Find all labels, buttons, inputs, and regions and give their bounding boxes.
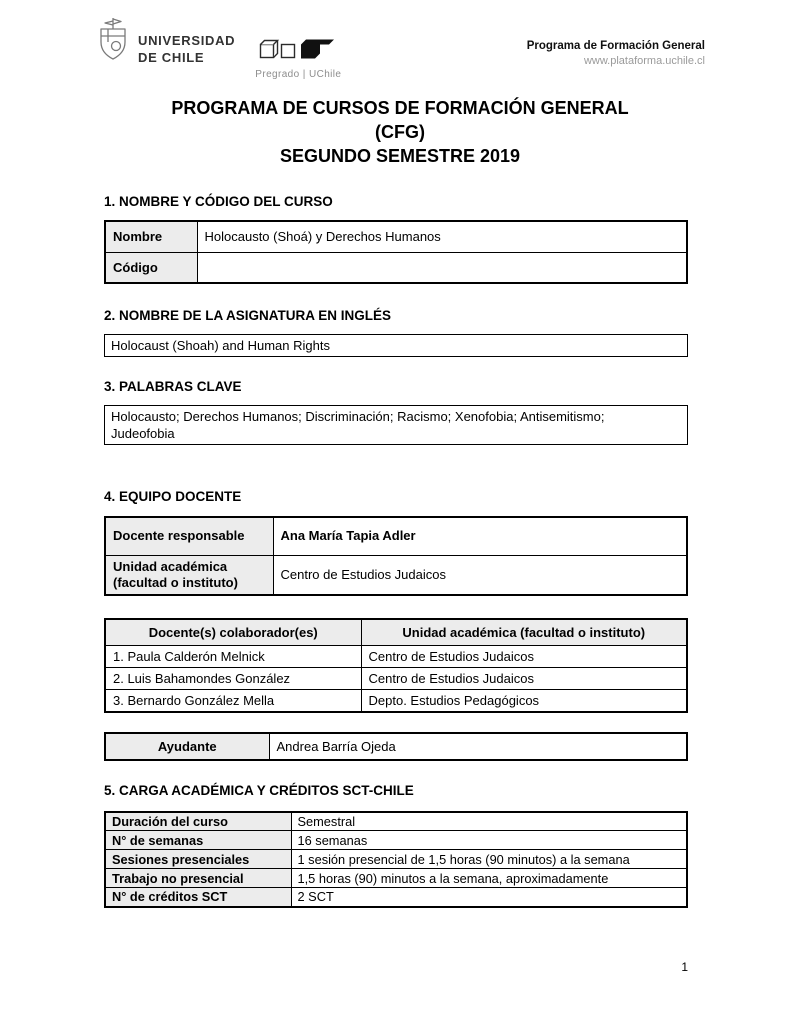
collaborator-unit-cell: Depto. Estudios Pedagógicos <box>361 690 687 712</box>
table-row <box>105 646 687 668</box>
row-label-cell: N° de semanas <box>105 831 291 850</box>
table-row <box>105 831 687 850</box>
table-row <box>105 668 687 690</box>
header-website: www.plataforma.uchile.cl <box>583 55 705 67</box>
section-1-heading: 1. NOMBRE Y CÓDIGO DEL CURSO <box>104 194 333 209</box>
table-row <box>105 221 687 252</box>
collaborator-name-cell: 2. Luis Bahamondes González <box>105 668 361 690</box>
row-value-cell: Ana María Tapia Adler <box>273 517 687 555</box>
row-value-cell: 2 SCT <box>291 888 687 907</box>
section-4-heading: 4. EQUIPO DOCENTE <box>104 489 242 504</box>
table-row <box>105 850 687 869</box>
collaborators-header-unit: Unidad académica (facultad o instituto) <box>361 619 687 646</box>
table-row <box>105 812 687 831</box>
row-label-cell: Duración del curso <box>105 812 291 831</box>
university-name-line2: DE CHILE <box>138 49 205 65</box>
row-label-cell: Unidad académica (facultad o instituto) <box>105 555 273 595</box>
section-2-heading: 2. NOMBRE DE LA ASIGNATURA EN INGLÉS <box>104 308 392 323</box>
keywords-text: Holocausto; Derechos Humanos; Discriminación; Racismo; Xenofobia; Antisemitismo; Judeofobia <box>111 409 605 441</box>
table-row <box>105 888 687 907</box>
keywords-box <box>104 405 688 445</box>
document-title-line2: (CFG) <box>375 122 425 142</box>
table-row <box>105 555 687 595</box>
collaborators-table <box>104 618 688 713</box>
row-value-cell: 1,5 horas (90) minutos a la semana, aproximadamente <box>291 869 687 888</box>
header <box>0 10 800 80</box>
collaborator-unit-cell: Centro de Estudios Judaicos <box>361 646 687 668</box>
collaborator-name-cell: 3. Bernardo González Mella <box>105 690 361 712</box>
assistant-table <box>104 732 688 761</box>
row-label-cell: N° de créditos SCT <box>105 888 291 907</box>
row-value-cell: Holocausto (Shoá) y Derechos Humanos <box>197 221 687 252</box>
row-label-cell: Código <box>105 252 197 283</box>
uchile-logo <box>95 16 235 69</box>
header-program-name: Programa de Formación General <box>526 40 705 52</box>
workload-table <box>104 811 688 908</box>
collaborators-header-row <box>105 619 687 646</box>
pregrado-label: Pregrado | UChile <box>255 69 342 80</box>
table-row <box>105 517 687 555</box>
row-label-cell: Trabajo no presencial <box>105 869 291 888</box>
university-name <box>138 33 235 67</box>
uchile-crest-icon <box>95 16 131 69</box>
collaborator-name-cell: 1. Paula Calderón Melnick <box>105 646 361 668</box>
table-row <box>105 252 687 283</box>
document-title-line3: SEGUNDO SEMESTRE 2019 <box>279 146 521 166</box>
university-name-line1: UNIVERSIDAD <box>138 32 236 48</box>
row-label-cell: Docente responsable <box>105 517 273 555</box>
course-name-table <box>104 220 688 284</box>
section-5-heading: 5. CARGA ACADÉMICA Y CRÉDITOS SCT-CHILE <box>104 782 414 798</box>
row-value-cell: Andrea Barría Ojeda <box>269 733 687 760</box>
row-value-cell: Centro de Estudios Judaicos <box>273 555 687 595</box>
english-name-box <box>104 334 688 357</box>
row-label-cell: Sesiones presenciales <box>105 850 291 869</box>
document-title-line1: PROGRAMA DE CURSOS DE FORMACIÓN GENERAL <box>171 98 629 118</box>
header-right <box>527 40 705 67</box>
document-title <box>0 96 800 168</box>
pregrado-logo <box>255 38 341 80</box>
row-value-cell <box>197 252 687 283</box>
table-row <box>105 733 687 760</box>
page-number: 1 <box>681 960 688 974</box>
pregrado-cubes-icon <box>259 38 337 65</box>
lead-teacher-table <box>104 516 688 596</box>
row-value-cell: 16 semanas <box>291 831 687 850</box>
row-label-cell: Nombre <box>105 221 197 252</box>
english-name-text: Holocaust (Shoah) and Human Rights <box>111 338 330 353</box>
section-3-heading: 3. PALABRAS CLAVE <box>104 379 242 394</box>
table-row <box>105 690 687 712</box>
row-label-cell: Ayudante <box>105 733 269 760</box>
document-content <box>0 194 800 908</box>
collaborators-header-name: Docente(s) colaborador(es) <box>105 619 361 646</box>
row-value-cell: 1 sesión presencial de 1,5 horas (90 minutos) a la semana <box>291 850 687 869</box>
row-value-cell: Semestral <box>291 812 687 831</box>
table-row <box>105 869 687 888</box>
collaborator-unit-cell: Centro de Estudios Judaicos <box>361 668 687 690</box>
